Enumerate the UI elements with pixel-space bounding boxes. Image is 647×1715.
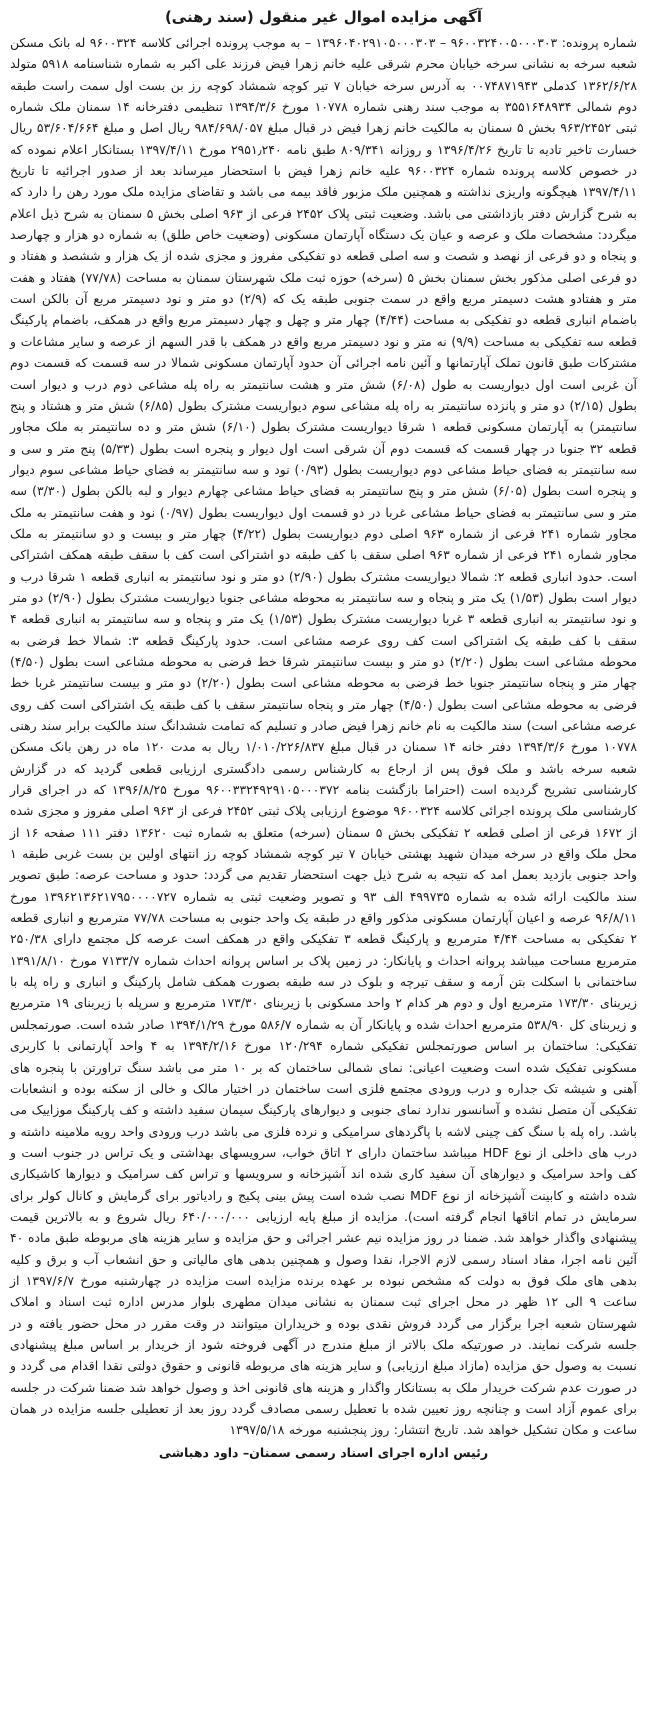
notice-paragraph: شماره پرونده: ۹۶۰۰۳۲۴۰۰۵۰۰۰۳۰۳ – ۱۳۹۶۰۴۰۲۹۱۰۵۰۰۰۳۰۳ – به موجب پرونده اجرائی کلاسه ۹۶۰۰۳۲۴ له بانک مسکن شعبه سرخه به نشانی سرخه خیابان محرم شرقی علیه خانم زهرا فیض فرزند علی اکبر به شماره شناسنامه ۵۹۱۸ متولد ۱۳۶۲/۶/۲۸ کدملی ۰۰۷۴۸۷۱۹۴۳ به آدرس سرخه خیابان ۷ تیر کوچه شمشاد کوچه رز بن بست اول سمت راست طبقه دوم شمالی ۳۵۵۱۶۴۸۹۳۴ به موجب سند رهنی شماره ۱۰۷۷۸ مورخ ۱۳۹۴/۳/۶ تنظیمی دفترخانه ۱۴ سمنان ملک شماره ثبتی ۹۶۳/۲۴۵۲ بخش ۵ سمنان به مالکیت خانم زهرا فیض در قبال مبلغ ۹۸۴/۶۹۸/۰۵۷ ریال اصل و مبلغ ۵۳/۶۰۴/۶۶۴ ریال خسارت تاخیر تادیه تا تاریخ ۱۳۹۶/۴/۲۶ و روزانه ۸۰۹/۳۴۱ طبق نامه ۲۹۵۱٫۲۴۰ مورخ ۱۳۹۷/۴/۱۱ بستانکار اعلام نموده که در خصوص کلاسه پرونده شماره ۹۶۰۰۳۲۴ علیه خانم زهرا فیض با استحضار میرساند بعد از صدور اجرائیه تا تاریخ ۱۳۹۷/۴/۱۱ هیچگونه واریزی نداشته و همچنین ملک مزبور فاقد بیمه می باشد و تقاضای مزایده ملک مورد رهن را دارد که به شرح گزارش دفتر بازداشتی می باشد. وضعیت ثبتی پلاک ۲۴۵۲ فرعی از ۹۶۳ اصلی بخش ۵ سمنان به شرح ذیل اعلام میگردد: مشخصات ملک و عرصه و عیان یک دستگاه آپارتمان مسکونی (وضعیت خاص طلق) به شماره دو هزار و چهارصد و پنجاه و دو فرعی از نهصد و شصت و سه اصلی قطعه دو تفکیکی مفروز و مجزی شده از یک هزار و ششصد و هفتاد و دو فرعی اصلی مذکور بخش سمنان بخش ۵ (سرخه) حوزه ثبت ملک شهرستان سمنان به مساحت (۷۷/۷۸) هفتاد و هفت متر و هفتادو هشت دسیمتر مربع واقع در سمت جنوبی طبقه یک که (۲/۹) دو متر و نود دسیمتر مربع آن بالکن است باضمام انباری قطعه دو تفکیکی به مساحت (۴/۴۴) چهار متر و چهل و چهار دسیمتر مربع واقع در همکف، باضمام پارکینگ قطعه سه تفکیکی به مساحت (۹/۹) نه متر و نود دسیمتر مربع واقع در همکف با قدر السهم از عرصه و سایر مشاعات و مشترکات طبق قانون تملک آپارتمانها و آئین نامه اجرائی آن حدود آپارتمان مسکونی شمالا در سه قسمت که قسمت دوم آن غربی است اول دیواریست به طول (۶/۰۸) شش متر و هشت سانتیمتر به راه پله مشاعی دوم درب و دیوار است بطول (۲/۱۵) دو متر و پانزده سانتیمتر به راه پله مشاعی سوم دیواریست مشترک بطول (۶/۸۵) شش متر و هشتاد و پنج سانتیمتر) به آپارتمان مسکونی قطعه ۱ شرقا دیواریست مشترک بطول (۶/۱۰) شش متر و ده سانتیمتر به ملک مجاور قطعه ۳۲ جنوبا در چهار قسمت که قسمت دوم آن شرقی است اول دیوار و پنجره است بطول (۵/۳۳) پنج متر و سی و سه سانتیمتر به فضای حیاط مشاعی دوم دیواریست بطول (۰/۹۳) نود و سه سانتیمتر به فضای حیاط مشاعی سوم دیوار و پنجره است بطول (۶/۰۵) شش متر و پنج سانتیمتر به فضای حیاط مشاعی چهارم دیوار و لبه بالکن بطول (۳/۳۰) سه متر و سی سانتیمتر به فضای حیاط مشاعی غربا در دو قسمت اول دیواریست بطول (۰/۹۷) نود و هفت سانتیمتر به ملک مجاور شماره ۲۴۱ فرعی از شماره ۹۶۳ اصلی دوم دیواریست بطول (۴/۲۲) چهار متر و بیست و دو سانتیمتر به ملک مجاور شماره ۲۴۱ فرعی از شماره ۹۶۳ اصلی سقف با کف طبقه دو اشتراکی است کف با سقف طبقه همکف اشتراکی است. حدود انباری قطعه ۲: شمالا دیواریست مشترک بطول (۲/۹۰) دو متر و نود سانتیمتر به انباری قطعه ۱ شرقا درب و دیوار است بطول (۱/۵۳) یک متر و پنجاه و سه سانتیمتر به محوطه مشاعی جنوبا دیواریست مشترک بطول (۲/۹۰) دو متر و نود سانتیمتر به انباری قطعه ۳ غربا دیواریست مشترک بطول (۱/۵۳) یک متر و پنجاه و سه سانتیمتر به انباری قطعه ۴ سقف با کف طبقه یک اشتراکی است کف روی عرصه مشاعی است. حدود پارکینگ قطعه ۳: شمالا خط فرضی به محوطه مشاعی است بطول (۲/۲۰) دو متر و بیست سانتیمتر شرقا خط فرضی به محوطه مشاعی است بطول (۴/۵۰) چهار متر و پنجاه سانتیمتر جنوبا خط فرضی به محوطه مشاعی است بطول (۲/۲۰) دو متر و بیست سانتیمتر غربا خط فرضی به محوطه مشاعی است بطول (۴/۵۰) چهار متر و پنجاه سانتیمتر سقف با کف طبقه یک اشتراکی است کف روی عرصه مشاعی است) سند مالکیت به نام خانم زهرا فیض صادر و تسلیم که تمامت ششدانگ سند مالکیت برابر سند رهنی ۱۰۷۷۸ مورخ ۱۳۹۴/۳/۶ دفتر خانه ۱۴ سمنان در قبال مبلغ ۱/۰۱۰/۲۲۶/۸۳۷ ریال به مدت ۱۲۰ ماه در رهن بانک مسکن شعبه سرخه باشد و ملک فوق پس از ارجاع به کارشناس رسمی دادگستری ارزیابی قطعی گردید که در گزارش کارشناسی تشریح گردیده است (احتراما بازگشت بنامه ۹۶۰۰۳۳۲۴۹۲۹۱۰۵۰۰۰۳۷۲ مورخ ۱۳۹۶/۸/۲۵ که در اجرای قرار کارشناسی ملک پرونده اجرائی کلاسه ۹۶۰۰۳۲۴ موضوع ارزیابی پلاک ثبتی ۲۴۵۲ فرعی از ۹۶۳ اصلی مفروز و مجزی شده از ۱۶۷۲ فرعی از اصلی قطعه ۲ تفکیکی بخش ۵ سمنان (سرخه) متعلق به شماره ثبت ۱۳۶۲۰ دفتر ۱۱۱ صفحه ۱۶ از محل ملک واقع در سرخه میدان شهید بهشتی خیابان ۷ تیر کوچه شمشاد کوچه رز انتهای اولین بن بست غربی طبقه ۱ واحد جنوبی بازدید بعمل امد که نتیجه به شرح ذیل جهت استحضار تقدیم می گردد: حدود و مساحت عرصه: طبق تصویر سند مالکیت ارائه شده به شماره ۴۹۹۷۳۵ الف ۹۳ و تصویر وضعیت ثبتی به شماره ۱۳۹۶۲۱۳۶۲۱۷۹۵۰۰۰۰۷۲۷ مورخ ۹۶/۸/۱۱ عرصه و اعیان آپارتمان مسکونی مذکور واقع در طبقه یک واحد جنوبی به مساحت ۷۷/۷۸ مترمربع و انباری قطعه ۲ تفکیکی به مساحت ۴/۴۴ مترمربع و پارکینگ قطعه ۳ تفکیکی واقع در همکف است عرصه کل مجتمع دارای ۲۵۰/۳۸ مترمربع مساحت میباشد پروانه احداث و پایانکار: در زمین پلاک بر اساس پروانه احداث شماره ۷۱۳۳/۷ مورخ ۱۳۹۱/۸/۱۰ ساختمانی با اسکلت بتن آرمه و سقف تیرچه و بلوک در سه طبقه بصورت همکف شامل پارکینگ و انباری و راه پله با زیربنای ۱۷۳/۳۰ مترمربع اول و دوم هر کدام ۲ واحد مسکونی با زیربنای ۱۷۳/۳۰ مترمربع و سرپله با زیربنای ۱۹ مترمربع و زیربنای کل ۵۳۸/۹۰ مترمربع احداث شده و پایانکار آن به شماره ۵۸۶/۷ مورخ ۱۳۹۴/۱/۲۹ صادر شده است. صورتمجلس تفکیکی: ساختمان بر اساس صورتمجلس تفکیکی شماره ۱۲۰/۲۹۴ مورخ ۱۳۹۴/۲/۱۶ به ۴ واحد آپارتمانی با کاربری مسکونی تفکیک شده است وضعیت اعیانی: نمای شمالی ساختمان که بر ۱۰ متر می باشد سنگ تراورتن با پنجره های آهنی و شیشه تک جداره و درب ورودی مجتمع فلزی است ساختمان در اختیار مالک و خالی از سکنه بوده و انشعابات تفکیکی آن متصل نشده و آسانسور ندارد نمای جنوبی و دیوارهای پارکینگ سیمان سفید داشته و کف پارکینگ موزاییک می باشد. راه پله با سنگ کف چینی لاشه با پاگردهای سرامیکی و نرده فلزی می باشد درب ورودی واحد رویه ملامینه داشته و درب های داخلی از نوع HDF میباشد ساختمان دارای ۲ اتاق خواب، سرویسهای بهداشتی و یک تراس در جنوب است و کف واحد سرامیک و دیوارهای آن سفید کاری شده اند آشپزخانه و سرویسها و تراس کف سرامیک و دیوارها کاشیکاری شده داشته و کابینت آشپزخانه از نوع MDF نصب شده است پیش بینی پکیج و رادیاتور برای گرمایش و کانال کولر برای سرمایش در تمام اتاقها انجام گرفته است). مزایده از مبلغ پایه ارزیابی ۶۴۰/۰۰۰/۰۰۰ ریال شروع و به بالاترین قیمت پیشنهادی واگذار خواهد شد. ضمنا در روز مزایده نیم عشر اجرائی و حق مزایده و سایر هزینه های مربوطه طبق ماده ۴۰ آئین نامه اجرا، مفاد اسناد رسمی لازم الاجرا، نقدا وصول و همچنین بدهی های مالیاتی و حق انشعاب آب و برق و کلیه بدهی های ملک فوق به دولت که مشخص نبوده بر عهده برنده مزایده است مزایده در چهارشنبه مورخ ۱۳۹۷/۶/۷ از ساعت ۹ الی ۱۲ ظهر در محل اجرای ثبت سمنان به نشانی میدان مطهری بلوار مدرس اداره ثبت اسناد و املاک شهرستان شعبه اجرا برگزار می گردد فروش نقدی بوده و خریداران میتوانند در وقت مقرر در محل حضور یافته و در جلسه شرکت نمایند. در صورتیکه ملک بالاتر از مبلغ مندرج در آگهی فروخته شود از خریدار بر اساس مبلغ پیشنهادی نسبت به وصول حق مزایده (مازاد مبلغ ارزیابی) و سایر هزینه های مربوطه قانونی و حقوق دولتی نقدا اقدام می گردد و در صورت عدم شرکت خریدار ملک به بستانکار واگذار و هزینه های قانونی اخذ و وصول خواهد شد ضمنا شرکت در جلسه برای عموم آزاد است و چنانچه روز تعیین شده با تعطیل رسمی مصادف گردد روز بعد از تعطیلی جلسه مزایده در همان ساعت و مکان تشکیل خواهد شد. تاریخ انتشار: روز پنجشنبه مورخه ۱۳۹۷/۵/۱۸ [10, 35, 638, 1438]
notice-body [10, 32, 637, 1441]
notice-signature: رئیس اداره اجرای اسناد رسمی سمنان– داود دهباشی [158, 1444, 489, 1460]
notice-title: آگهی مزایده اموال غیر منقول (سند رهنی) [164, 8, 483, 26]
